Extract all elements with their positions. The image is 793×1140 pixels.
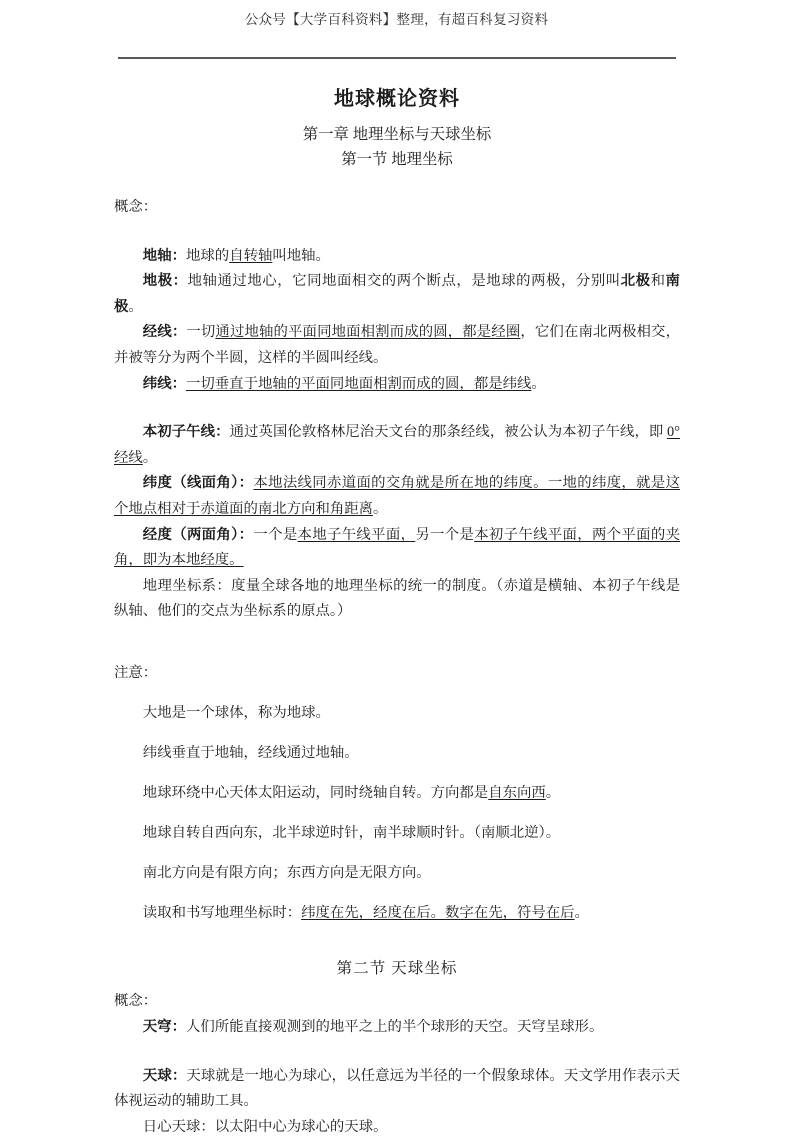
note-item-3-text-after: 。 xyxy=(545,784,561,801)
term-jingdu-underlined-2: 本初子午线平面，两个平面的夹角，即为本地经度。 xyxy=(114,526,680,569)
term-diji-bold-nanji: 南极 xyxy=(114,273,680,315)
term-benchuziwuxian-name: 本初子午线 xyxy=(142,424,216,441)
concept-label-section2: 概念： xyxy=(114,993,158,1010)
term-dilizuobiaoxi-colon: ： xyxy=(216,577,232,594)
term-dizhou-underlined: 自转轴 xyxy=(229,247,273,264)
term-jingxian-text-before: 一切 xyxy=(186,324,216,341)
term-weixian-colon: ： xyxy=(171,375,186,392)
term-jingdu-underlined-1: 本地子午线平面， xyxy=(297,526,416,543)
term-rixintianqiu xyxy=(114,1115,680,1140)
term-diji-text-1: 地轴通过地心，它同地面相交的两个断点，是地球的两极，分别叫 xyxy=(187,273,621,290)
term-jingdu-name: 经度（两面角） xyxy=(142,526,239,543)
note-item-6 xyxy=(114,901,680,927)
term-diji-name: 地极 xyxy=(142,273,173,290)
term-weixian xyxy=(114,372,680,398)
term-dizhou-text-after: 叫地轴。 xyxy=(272,247,330,264)
term-jingdu-text-2: 另一个是 xyxy=(415,526,475,543)
term-dizhou-colon: ： xyxy=(171,247,186,264)
term-weidu xyxy=(114,471,680,522)
note-item-6-text-after: 。 xyxy=(574,904,589,921)
note-item-3 xyxy=(114,781,680,807)
note-item-1 xyxy=(114,701,680,727)
concept-label-section1: 概念： xyxy=(114,199,158,215)
note-item-6-text-before: 读取和书写地理坐标时： xyxy=(142,904,302,921)
chapter-heading: 第一章 地理坐标与天球坐标 xyxy=(302,126,492,143)
term-dizhou xyxy=(114,244,680,270)
term-benchuziwuxian-underlined: 0°经线 xyxy=(114,424,680,466)
term-dilizuobiaoxi-name: 地理坐标系 xyxy=(142,577,217,594)
section2-heading: 第二节 天球坐标 xyxy=(336,960,458,978)
term-tianqiu-text: 天球就是一地心为球心，以任意远为半径的一个假象球体。天文学用作表示天体视运动的辅助工具。 xyxy=(114,1067,680,1110)
term-rixintianqiu-text: 以太阳中心为球心的天球。 xyxy=(214,1118,388,1135)
note-item-2 xyxy=(114,741,680,767)
term-weidu-colon: ： xyxy=(238,475,254,492)
term-tianqiong-text: 人们所能直接观测到的地平之上的半个球形的天空。天穹呈球形。 xyxy=(186,1019,604,1035)
section1-heading: 第一节 地理坐标 xyxy=(341,151,453,168)
term-dilizuobiaoxi xyxy=(114,574,680,625)
note-item-6-underlined: 纬度在先，经度在后。数字在先，符号在后 xyxy=(301,904,575,921)
term-dilizuobiaoxi-text: 度量全球各地的地理坐标的统一的制度。（赤道是横轴、本初子午线是纵轴、他们的交点为坐标系的原点。） xyxy=(114,577,680,620)
term-weixian-text-after: 。 xyxy=(531,375,546,392)
term-tianqiu-colon: ： xyxy=(171,1067,187,1084)
term-diji-bold-beiji: 北极 xyxy=(620,273,651,290)
term-tianqiong-colon: ： xyxy=(171,1019,186,1035)
note-item-4 xyxy=(114,821,680,847)
term-benchuziwuxian-colon: ： xyxy=(215,424,230,441)
term-benchuziwuxian-text-before: 通过英国伦敦格林尼治天文台的那条经线，被公认为本初子午线，即 xyxy=(229,424,668,441)
term-jingxian-underlined: 通过地轴的平面同地面相割而成的圆，都是经圈 xyxy=(215,324,521,341)
term-diji-text-3: 。 xyxy=(128,298,143,315)
term-rixintianqiu-name: 日心天球 xyxy=(142,1118,201,1135)
term-diji-text-2: 和 xyxy=(650,273,666,290)
running-header: 公众号【大学百科资料】整理，有超百科复习资料 xyxy=(244,12,549,27)
term-jingxian xyxy=(114,320,680,371)
term-tianqiong-name: 天穹 xyxy=(142,1019,172,1035)
term-diji xyxy=(114,269,680,320)
document-content xyxy=(114,74,680,1140)
term-rixintianqiu-colon: ： xyxy=(200,1118,215,1135)
notes-label: 注意： xyxy=(114,664,158,681)
term-diji-colon: ： xyxy=(172,273,188,290)
term-weidu-text-after: 。 xyxy=(373,500,388,517)
note-item-3-text-before: 地球环绕中心天体太阳运动，同时绕轴自转。方向都是 xyxy=(142,784,489,801)
term-tianqiu xyxy=(114,1064,680,1115)
header-divider-rule xyxy=(118,57,676,59)
term-jingxian-colon: ： xyxy=(171,324,187,341)
note-item-2-text-before: 纬线垂直于地轴，经线通过地轴。 xyxy=(142,744,359,761)
term-dizhou-name: 地轴 xyxy=(142,247,172,264)
term-jingdu xyxy=(114,523,680,574)
term-weidu-underlined: 本地法线同赤道面的交角就是所在地的纬度。一地的纬度，就是这个地点相对于赤道面的南北方向和角距离 xyxy=(114,475,680,517)
note-item-3-underlined: 自东向西 xyxy=(488,784,546,801)
term-jingdu-text-1: 一个是 xyxy=(253,526,298,543)
term-weidu-name: 纬度（线面角） xyxy=(142,475,239,492)
term-dizhou-text-before: 地球的 xyxy=(186,247,230,264)
term-jingxian-text-after: ，它们在南北两极相交，并被等分为两个半圆，这样的半圆叫经线。 xyxy=(114,324,680,366)
note-item-5 xyxy=(114,861,680,887)
term-tianqiu-name: 天球 xyxy=(142,1067,172,1084)
note-item-1-text-before: 大地是一个球体，称为地球。 xyxy=(142,704,330,721)
term-jingdu-colon: ： xyxy=(238,526,254,543)
page-title: 地球概论资料 xyxy=(334,88,460,110)
term-jingxian-name: 经线 xyxy=(142,324,172,341)
term-weixian-underlined: 一切垂直于地轴的平面同地面相割而成的圆，都是纬线 xyxy=(186,375,532,392)
term-weixian-name: 纬线 xyxy=(142,375,172,392)
term-benchuziwuxian xyxy=(114,420,680,471)
note-item-4-text-before: 地球自转自西向东，北半球逆时针，南半球顺时针。（南顺北逆）。 xyxy=(142,824,561,841)
note-item-5-text-before: 南北方向是有限方向；东西方向是无限方向。 xyxy=(142,864,431,881)
term-tianqiong xyxy=(114,1015,680,1041)
term-benchuziwuxian-text-after: 。 xyxy=(142,449,158,466)
